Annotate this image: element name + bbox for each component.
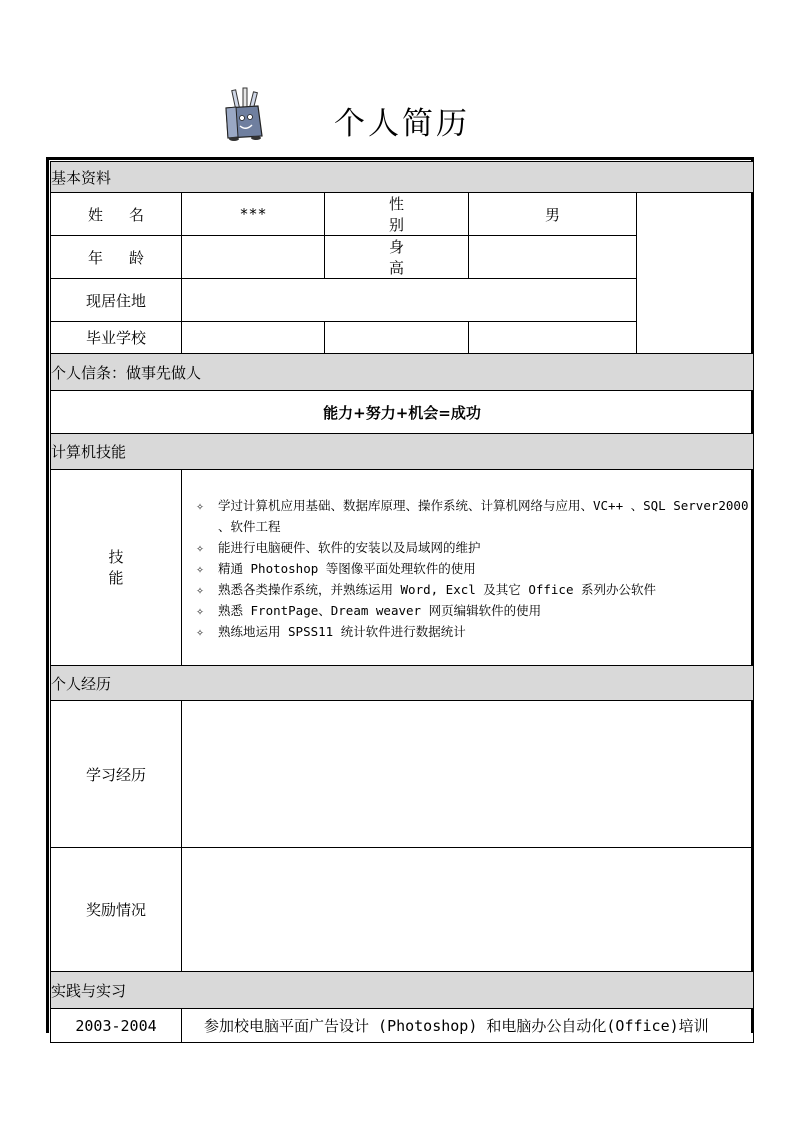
diamond-bullet-icon: ✧ bbox=[196, 624, 204, 639]
school-extra-2[interactable] bbox=[469, 322, 637, 354]
skill-item bbox=[190, 600, 753, 621]
study-value[interactable] bbox=[182, 701, 754, 848]
skill-item bbox=[190, 579, 753, 600]
skill-text: 熟悉各类操作系统，并熟练运用 Word, Excl 及其它 Office 系列办公软件 bbox=[218, 582, 657, 597]
section-title: 个人信条：做事先做人 bbox=[51, 354, 754, 391]
school-extra-1[interactable] bbox=[325, 322, 469, 354]
diamond-bullet-icon: ✧ bbox=[196, 498, 204, 513]
diamond-bullet-icon: ✧ bbox=[196, 603, 204, 618]
resume-table bbox=[50, 161, 757, 1043]
skills-row bbox=[51, 470, 754, 666]
diamond-bullet-icon: ✧ bbox=[196, 561, 204, 576]
page-title: 个人简历 bbox=[334, 106, 470, 142]
skill-text: 熟练地运用 SPSS11 统计软件进行数据统计 bbox=[218, 624, 466, 639]
skills-list bbox=[182, 473, 757, 662]
diamond-bullet-icon: ✧ bbox=[196, 582, 204, 597]
motto-text: 能力+努力+机会=成功 bbox=[51, 391, 754, 434]
age-value[interactable] bbox=[182, 236, 325, 279]
address-value[interactable] bbox=[182, 279, 637, 322]
practice-period: 2003-2004 bbox=[51, 1009, 182, 1043]
awards-label: 奖励情况 bbox=[51, 848, 182, 972]
practice-description: 参加校电脑平面广告设计 (Photoshop) 和电脑办公自动化(Office)培训 bbox=[182, 1009, 754, 1043]
section-computer bbox=[51, 434, 754, 470]
skill-text: 学过计算机应用基础、数据库原理、操作系统、计算机网络与应用、VC++ 、SQL Server2000 、软件工程 bbox=[218, 498, 757, 534]
section-title: 计算机技能 bbox=[51, 434, 754, 470]
section-title: 个人经历 bbox=[51, 666, 754, 701]
section-motto bbox=[51, 354, 754, 391]
section-title: 实践与实习 bbox=[51, 972, 754, 1009]
section-title: 基本资料 bbox=[51, 162, 754, 193]
awards-value[interactable] bbox=[182, 848, 754, 972]
skills-label-line1: 技 bbox=[108, 547, 124, 566]
skill-item bbox=[190, 621, 753, 642]
age-label: 年龄 bbox=[51, 236, 182, 279]
table-row bbox=[51, 701, 754, 848]
skills-label-line2: 能 bbox=[108, 568, 124, 587]
gender-label: 性别 bbox=[325, 193, 469, 236]
gender-value[interactable]: 男 bbox=[469, 193, 637, 236]
table-row bbox=[51, 1009, 754, 1043]
section-practice bbox=[51, 972, 754, 1009]
diamond-bullet-icon: ✧ bbox=[196, 540, 204, 555]
skill-text: 熟悉 FrontPage、Dream weaver 网页编辑软件的使用 bbox=[218, 603, 542, 618]
name-label: 姓名 bbox=[51, 193, 182, 236]
name-value[interactable]: *** bbox=[182, 193, 325, 236]
skill-item bbox=[190, 558, 753, 579]
skill-text: 能进行电脑硬件、软件的安装以及局域网的维护 bbox=[218, 540, 481, 555]
address-label: 现居住地 bbox=[51, 279, 182, 322]
table-row bbox=[51, 193, 754, 236]
section-experience bbox=[51, 666, 754, 701]
table-row bbox=[51, 848, 754, 972]
motto-row bbox=[51, 391, 754, 434]
skill-item bbox=[190, 537, 753, 558]
study-label: 学习经历 bbox=[51, 701, 182, 848]
skills-label bbox=[51, 470, 182, 666]
skill-text: 精通 Photoshop 等图像平面处理软件的使用 bbox=[218, 561, 476, 576]
pencil-cup-icon bbox=[218, 86, 268, 142]
height-value[interactable] bbox=[469, 236, 637, 279]
school-value[interactable] bbox=[182, 322, 325, 354]
section-basic bbox=[51, 162, 754, 193]
height-label: 身高 bbox=[325, 236, 469, 279]
skill-item bbox=[190, 495, 757, 537]
school-label: 毕业学校 bbox=[51, 322, 182, 354]
photo-cell[interactable] bbox=[637, 193, 754, 354]
skills-cell bbox=[182, 470, 757, 666]
